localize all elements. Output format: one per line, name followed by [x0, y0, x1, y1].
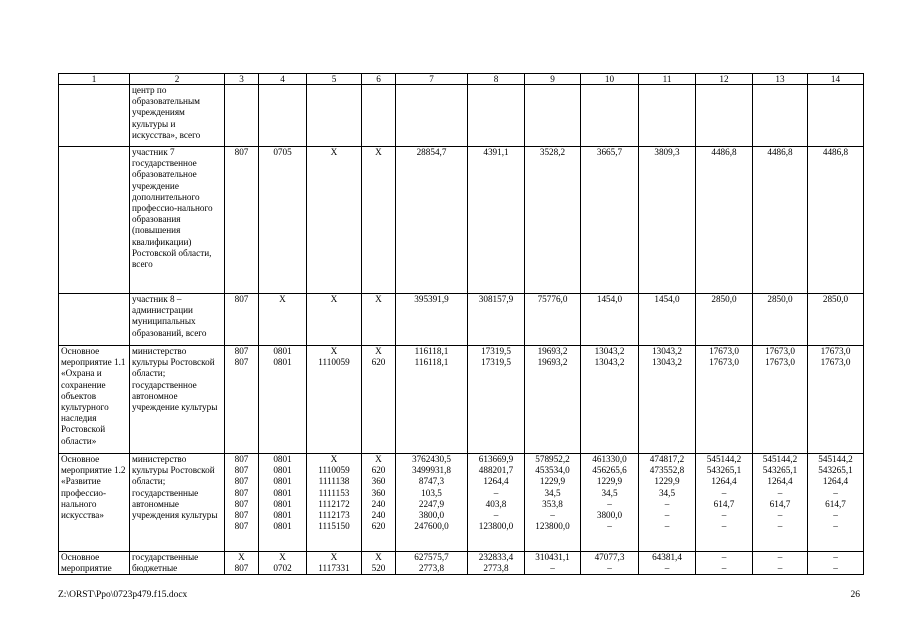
value-cell-col-10	[581, 454, 639, 552]
responsible-party-cell: участник 7 государственное образовательное учреждение дополнительного профессио-нального образования (повышения квалификации) Ростовской области, всего	[130, 147, 225, 294]
cell-value: –	[607, 521, 612, 532]
cell-value: 395391,9	[414, 294, 449, 304]
column-number-1: 1	[59, 74, 130, 85]
cell-value: 2773,8	[418, 563, 445, 574]
value-cell-col-3	[225, 85, 259, 147]
cell-value: 116118,1	[414, 357, 449, 368]
cell-value: 17673,0	[709, 346, 739, 356]
cell-value: 474817,2	[649, 454, 685, 464]
header-row	[59, 74, 864, 85]
cell-value: 403,8	[485, 498, 507, 509]
cell-value: Х	[375, 454, 382, 464]
cell-value: 543265,1	[818, 465, 853, 476]
value-cell-col-11	[639, 147, 696, 294]
value-cell-col-12	[696, 85, 753, 147]
cell-value: 1454,0	[654, 294, 680, 304]
value-cell-col-5	[307, 294, 362, 346]
value-cell-col-11	[639, 454, 696, 552]
cell-value: 75776,0	[537, 294, 568, 304]
cell-value: 0801	[273, 346, 292, 356]
column-number-2: 2	[130, 74, 225, 85]
cell-value: 17673,0	[765, 357, 795, 368]
cell-value: 1117331	[318, 563, 350, 574]
cell-value: 545144,2	[706, 454, 742, 464]
cell-value: 1115150	[318, 521, 350, 532]
table-row	[59, 85, 864, 147]
value-cell-col-11	[639, 552, 696, 575]
cell-value: 1264,4	[767, 476, 793, 487]
cell-value: 614,7	[825, 498, 846, 509]
cell-value: –	[777, 487, 783, 498]
cell-value: 17319,5	[481, 346, 511, 356]
cell-value: 807	[234, 465, 249, 476]
cell-value: 1112172	[318, 498, 350, 509]
value-cell-col-9	[525, 454, 581, 552]
cell-value: 3665,7	[596, 147, 623, 157]
cell-value: 34,5	[544, 487, 561, 498]
value-cell-col-3	[225, 552, 259, 575]
cell-value: –	[777, 552, 783, 562]
cell-value: 13043,2	[594, 357, 625, 368]
cell-value: 807	[234, 521, 249, 532]
cell-value: –	[607, 563, 612, 574]
value-cell-col-12	[696, 346, 753, 454]
cell-value: Х	[330, 454, 338, 464]
value-cell-col-8	[468, 147, 525, 294]
cell-value: 17673,0	[709, 357, 739, 368]
cell-value: 4486,8	[822, 147, 849, 157]
responsible-party-cell: министерство культуры Ростовской области; государственные автономные учреждения культуры	[130, 454, 225, 552]
cell-value: 2773,8	[483, 563, 509, 574]
cell-value: –	[721, 563, 727, 574]
value-cell-col-7	[396, 294, 468, 346]
cell-value: 807	[234, 476, 249, 487]
value-cell-col-12	[696, 552, 753, 575]
file-path-footer: Z:\ORST\Ppo\0723p479.f15.docx	[58, 590, 188, 600]
value-cell-col-12	[696, 454, 753, 552]
cell-value: 47077,3	[594, 552, 625, 562]
value-cell-col-13	[753, 147, 808, 294]
cell-value: Х	[279, 294, 286, 304]
cell-value: 2850,0	[822, 294, 849, 304]
table-row	[59, 346, 864, 454]
column-number-9: 9	[525, 74, 581, 85]
column-number-7: 7	[396, 74, 468, 85]
cell-value: 28854,7	[416, 147, 447, 157]
column-number-6: 6	[362, 74, 396, 85]
value-cell-col-14	[808, 454, 864, 552]
cell-value: 17673,0	[820, 357, 851, 368]
value-cell-col-5	[307, 346, 362, 454]
table-row	[59, 294, 864, 346]
value-cell-col-7	[396, 346, 468, 454]
cell-value: 0801	[273, 357, 292, 368]
value-cell-col-9	[525, 294, 581, 346]
column-number-13: 13	[753, 74, 808, 85]
value-cell-col-6	[362, 85, 396, 147]
cell-value: 353,8	[542, 498, 563, 509]
cell-value: –	[664, 510, 670, 521]
cell-value: 1229,9	[539, 476, 566, 487]
cell-value: 360	[371, 476, 386, 487]
cell-value: 578952,2	[535, 454, 570, 464]
value-cell-col-8	[468, 454, 525, 552]
value-cell-col-9	[525, 85, 581, 147]
cell-value: –	[721, 487, 727, 498]
cell-value: –	[493, 487, 499, 498]
cell-value: 614,7	[769, 498, 791, 509]
cell-value: –	[664, 498, 670, 509]
cell-value: 308157,9	[478, 294, 514, 304]
value-cell-col-6	[362, 346, 396, 454]
cell-value: 0801	[273, 498, 292, 509]
cell-value: 1111138	[318, 476, 350, 487]
cell-value: 545144,2	[762, 454, 798, 464]
cell-value: Х	[330, 147, 338, 157]
cell-value: 545144,2	[818, 454, 853, 464]
column-number-4: 4	[259, 74, 307, 85]
cell-value: –	[721, 552, 727, 562]
value-cell-col-11	[639, 346, 696, 454]
value-cell-col-5	[307, 454, 362, 552]
cell-value: –	[664, 521, 670, 532]
cell-value: 0801	[273, 487, 292, 498]
cell-value: 1112173	[318, 510, 350, 521]
cell-value: Х	[279, 552, 286, 562]
cell-value: 456265,6	[592, 465, 627, 476]
cell-value: 3528,2	[539, 147, 566, 157]
cell-value: –	[607, 498, 612, 509]
value-cell-col-3	[225, 454, 259, 552]
cell-value: 2247,9	[418, 498, 445, 509]
value-cell-col-7	[396, 454, 468, 552]
value-cell-col-10	[581, 147, 639, 294]
program-activity-cell	[59, 294, 130, 346]
cell-value: –	[833, 521, 838, 532]
cell-value: 520	[371, 563, 386, 574]
cell-value: 0801	[273, 454, 292, 464]
value-cell-col-4	[259, 85, 307, 147]
cell-value: –	[550, 510, 555, 521]
value-cell-col-13	[753, 346, 808, 454]
cell-value: 807	[234, 498, 249, 509]
cell-value: –	[833, 510, 838, 521]
cell-value: 13043,2	[652, 357, 682, 368]
value-cell-col-13	[753, 454, 808, 552]
cell-value: 34,5	[601, 487, 618, 498]
value-cell-col-10	[581, 552, 639, 575]
cell-value: 0705	[273, 147, 292, 157]
value-cell-col-4	[259, 346, 307, 454]
value-cell-col-14	[808, 552, 864, 575]
column-number-14: 14	[808, 74, 864, 85]
cell-value: –	[833, 552, 838, 562]
cell-value: 1229,9	[654, 476, 680, 487]
cell-value: 3800,0	[418, 510, 445, 521]
cell-value: 807	[234, 454, 249, 464]
value-cell-col-9	[525, 346, 581, 454]
cell-value: Х	[375, 552, 382, 562]
cell-value: Х	[375, 294, 382, 304]
value-cell-col-5	[307, 552, 362, 575]
column-number-10: 10	[581, 74, 639, 85]
value-cell-col-9	[525, 147, 581, 294]
value-cell-col-4	[259, 454, 307, 552]
cell-value: 17673,0	[765, 346, 795, 356]
value-cell-col-5	[307, 147, 362, 294]
column-number-5: 5	[307, 74, 362, 85]
cell-value: –	[721, 521, 727, 532]
cell-value: 8747,3	[418, 476, 445, 487]
cell-value: 807	[234, 346, 249, 356]
cell-value: 17673,0	[820, 346, 851, 356]
cell-value: 807	[234, 357, 249, 368]
cell-value: 807	[234, 147, 249, 157]
value-cell-col-3	[225, 294, 259, 346]
cell-value: 116118,1	[414, 346, 449, 356]
cell-value: 0702	[273, 563, 292, 574]
cell-value: Х	[330, 346, 338, 356]
cell-value: 3499931,8	[411, 465, 452, 476]
cell-value: 3809,3	[654, 147, 680, 157]
cell-value: 1264,4	[483, 476, 509, 487]
cell-value: 620	[371, 357, 386, 368]
value-cell-col-8	[468, 294, 525, 346]
value-cell-col-6	[362, 147, 396, 294]
cell-value: 13043,2	[594, 346, 625, 356]
cell-value: 123800,0	[535, 521, 570, 532]
responsible-party-cell: участник 8 – администрации муниципальных образований, всего	[130, 294, 225, 346]
cell-value: 2850,0	[767, 294, 793, 304]
cell-value: 123800,0	[478, 521, 514, 532]
value-cell-col-14	[808, 147, 864, 294]
cell-value: 4486,8	[711, 147, 737, 157]
value-cell-col-6	[362, 552, 396, 575]
column-number-3: 3	[225, 74, 259, 85]
cell-value: –	[493, 510, 499, 521]
cell-value: 4486,8	[767, 147, 793, 157]
cell-value: 64381,4	[652, 552, 682, 562]
program-activity-cell: Основное мероприятие 1.1 «Охрана и сохранение объектов культурного наследия Ростовской области»	[59, 346, 130, 454]
cell-value: 473552,8	[649, 465, 685, 476]
value-cell-col-11	[639, 294, 696, 346]
column-number-12: 12	[696, 74, 753, 85]
cell-value: 1454,0	[596, 294, 623, 304]
value-cell-col-3	[225, 147, 259, 294]
cell-value: Х	[375, 346, 382, 356]
value-cell-col-8	[468, 552, 525, 575]
cell-value: 360	[371, 487, 386, 498]
cell-value: 807	[234, 294, 249, 304]
cell-value: 807	[234, 563, 249, 574]
cell-value: 0801	[273, 510, 292, 521]
cell-value: 240	[371, 510, 386, 521]
value-cell-col-13	[753, 552, 808, 575]
cell-value: 1229,9	[596, 476, 623, 487]
cell-value: 103,5	[421, 487, 442, 498]
column-number-11: 11	[639, 74, 696, 85]
value-cell-col-6	[362, 294, 396, 346]
cell-value: –	[833, 563, 838, 574]
value-cell-col-14	[808, 85, 864, 147]
cell-value: 232833,4	[478, 552, 514, 562]
value-cell-col-10	[581, 294, 639, 346]
cell-value: –	[777, 510, 783, 521]
cell-value: 3800,0	[596, 510, 623, 521]
value-cell-col-7	[396, 147, 468, 294]
table-row	[59, 552, 864, 575]
cell-value: 310431,1	[535, 552, 570, 562]
value-cell-col-6	[362, 454, 396, 552]
cell-value: Х	[375, 147, 382, 157]
budget-table	[58, 73, 864, 575]
cell-value: 807	[234, 510, 249, 521]
value-cell-col-3	[225, 346, 259, 454]
cell-value: –	[721, 510, 727, 521]
cell-value: 0801	[273, 476, 292, 487]
value-cell-col-10	[581, 85, 639, 147]
cell-value: –	[777, 563, 783, 574]
cell-value: 614,7	[713, 498, 735, 509]
cell-value: Х	[330, 552, 338, 562]
program-activity-cell	[59, 85, 130, 147]
cell-value: 807	[234, 487, 249, 498]
cell-value: 620	[371, 465, 386, 476]
cell-value: 1110059	[318, 465, 350, 476]
value-cell-col-14	[808, 346, 864, 454]
cell-value: 543265,1	[762, 465, 798, 476]
cell-value: 34,5	[658, 487, 676, 498]
cell-value: 19693,2	[537, 357, 568, 368]
cell-value: –	[550, 563, 555, 574]
cell-value: 19693,2	[537, 346, 568, 356]
cell-value: 247600,0	[414, 521, 449, 532]
value-cell-col-10	[581, 346, 639, 454]
cell-value: 627575,7	[414, 552, 449, 562]
page-number: 26	[850, 590, 860, 600]
cell-value: 2850,0	[711, 294, 737, 304]
value-cell-col-8	[468, 85, 525, 147]
responsible-party-cell: центр по образовательным учреждениям культуры и искусства», всего	[130, 85, 225, 147]
responsible-party-cell: государственные бюджетные	[130, 552, 225, 575]
cell-value: 17319,5	[481, 357, 511, 368]
value-cell-col-9	[525, 552, 581, 575]
cell-value: 543265,1	[706, 465, 742, 476]
value-cell-col-7	[396, 85, 468, 147]
cell-value: 240	[371, 498, 386, 509]
value-cell-col-7	[396, 552, 468, 575]
cell-value: –	[777, 521, 783, 532]
responsible-party-cell: министерство культуры Ростовской области; государственное автономное учреждение культуры	[130, 346, 225, 454]
cell-value: 1111153	[318, 487, 350, 498]
cell-value: 4391,1	[483, 147, 509, 157]
cell-value: 613669,9	[478, 454, 514, 464]
cell-value: 1264,4	[711, 476, 737, 487]
value-cell-col-13	[753, 294, 808, 346]
cell-value: 453534,0	[535, 465, 570, 476]
cell-value: 3762430,5	[411, 454, 452, 464]
value-cell-col-13	[753, 85, 808, 147]
cell-value: 620	[371, 521, 386, 532]
program-activity-cell: Основное мероприятие 1.2 «Развитие профессио-нального искусства»	[59, 454, 130, 552]
value-cell-col-11	[639, 85, 696, 147]
cell-value: 1110059	[318, 357, 350, 368]
value-cell-col-12	[696, 294, 753, 346]
program-activity-cell: Основное мероприятие	[59, 552, 130, 575]
cell-value: 0801	[273, 465, 292, 476]
cell-value: 488201,7	[478, 465, 514, 476]
value-cell-col-12	[696, 147, 753, 294]
cell-value: Х	[238, 552, 245, 562]
value-cell-col-14	[808, 294, 864, 346]
program-activity-cell	[59, 147, 130, 294]
table-row	[59, 454, 864, 552]
table-row	[59, 147, 864, 294]
value-cell-col-4	[259, 147, 307, 294]
cell-value: 0801	[273, 521, 292, 532]
cell-value: Х	[330, 294, 338, 304]
cell-value: 461330,0	[592, 454, 627, 464]
column-number-8: 8	[468, 74, 525, 85]
value-cell-col-5	[307, 85, 362, 147]
value-cell-col-4	[259, 552, 307, 575]
cell-value: 1264,4	[822, 476, 849, 487]
value-cell-col-8	[468, 346, 525, 454]
cell-value: –	[664, 563, 670, 574]
value-cell-col-4	[259, 294, 307, 346]
cell-value: 13043,2	[652, 346, 682, 356]
cell-value: –	[833, 487, 838, 498]
